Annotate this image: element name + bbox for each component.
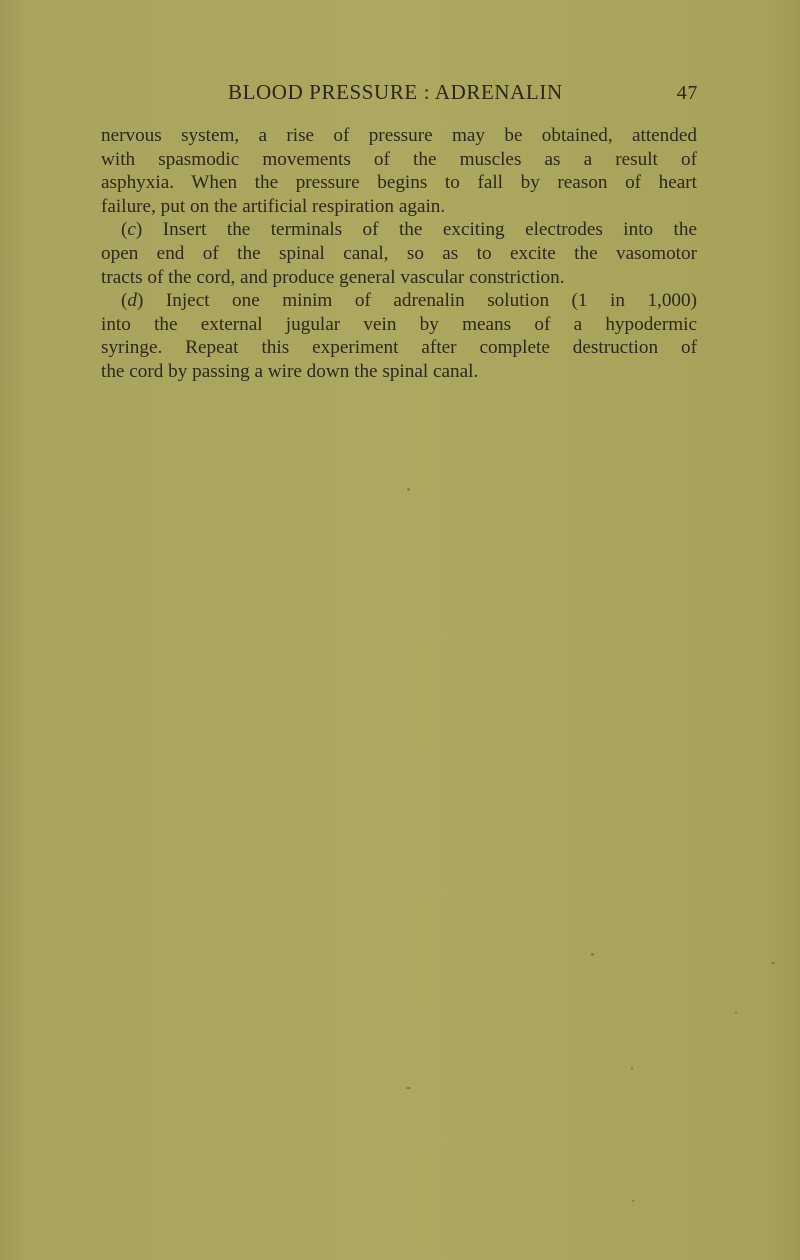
text-line: (c) Insert the terminals of the exciting electrodes into the [121, 219, 697, 241]
text-line: nervous system, a rise of pressure may be obtained, attended [101, 125, 697, 146]
paper-speck [406, 1087, 411, 1089]
text-line: tracts of the cord, and produce general vascular constriction. [101, 266, 565, 288]
running-title: BLOOD PRESSURE : ADRENALIN [228, 80, 563, 104]
paper-speck [771, 962, 775, 964]
paragraph-d-adrenalin [101, 289, 697, 383]
text-line: asphyxia. When the pressure begins to fall by reason of heart [101, 172, 697, 194]
paragraph-label-c: (c) [121, 219, 143, 241]
page-number: 47 [676, 82, 698, 104]
paper-speck [631, 1067, 633, 1070]
paragraph-label-d: (d) [121, 290, 144, 312]
text-line: syringe. Repeat this experiment after complete destruction of [101, 337, 697, 359]
paragraph-nervous-system [101, 124, 697, 218]
text-line: (d) Inject one minim of adrenalin solution (1 in 1,000) [121, 290, 697, 312]
paragraph-c-electrodes [101, 218, 697, 289]
running-head [228, 80, 698, 112]
text-line: into the external jugular vein by means of a hypodermic [101, 313, 697, 335]
text-line: the cord by passing a wire down the spinal canal. [101, 360, 479, 382]
paper-speck [735, 1012, 737, 1014]
paper-speck [591, 953, 594, 956]
text-line: with spasmodic movements of the muscles as a result of [101, 148, 697, 170]
body-text [101, 124, 697, 384]
paper-speck [407, 488, 410, 491]
text-line: failure, put on the artificial respiration again. [101, 195, 446, 217]
paper-speck [632, 1200, 634, 1202]
text-line: open end of the spinal canal, so as to excite the vasomotor [101, 242, 697, 264]
